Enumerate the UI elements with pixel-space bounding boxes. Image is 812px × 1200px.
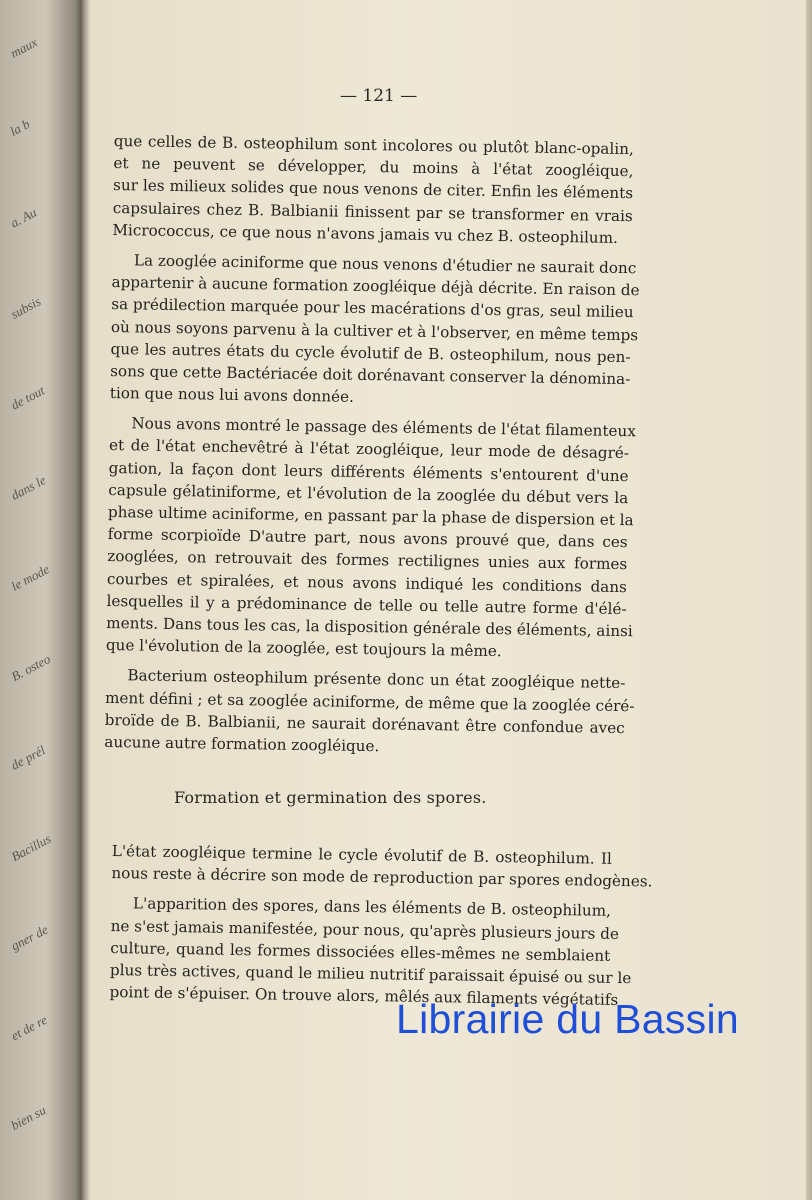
text-line: appartenir à aucune formation zoogléique déjà décrite. En raison de xyxy=(111,273,640,300)
text-line: broïde de B. Balbianii, ne saurait dorénavant être confondue avec xyxy=(104,710,625,737)
text-line: sur les milieux solides que nous venons de citer. Enfin les éléments xyxy=(112,176,634,203)
text-line: aucune autre formation zoogléique. xyxy=(104,732,380,756)
text-line: forme scorpioïde D'autre part, nous avons prouvé que, dans ces xyxy=(107,525,628,552)
text-line: nous reste à décrire son mode de reproduction par spores endogènes. xyxy=(111,864,653,891)
text-line: où nous soyons parvenu à la cultiver et à l'observer, en même temps xyxy=(110,317,639,344)
text-line: courbes et spiralées, et nous avons indiqué les conditions dans xyxy=(106,569,628,596)
text-line: capsulaires chez B. Balbianii finissent par se transformer en vrais xyxy=(112,198,633,225)
text-line: que les autres états du cycle évolutif de B. osteophilum, nous pen- xyxy=(110,339,631,366)
text-line: culture, quand les formes dissociées elles-mêmes ne semblaient xyxy=(110,938,611,965)
text-line: sons que cette Bactériacée doit dorénavant conserver la dénomina- xyxy=(110,361,631,389)
text-line: et de l'état enchevêtré à l'état zoogléique, leur mode de désagré- xyxy=(108,436,630,463)
page-number: — 121 — xyxy=(340,86,418,106)
text-line: La zooglée aciniforme que nous venons d'étudier ne saurait donc xyxy=(133,251,637,278)
text-line: L'état zoogléique termine le cycle évolutif de B. osteophilum. Il xyxy=(111,841,612,868)
text-line: Micrococcus, ce que nous n'avons jamais vu chez B. osteophilum. xyxy=(112,220,619,247)
text-line: ments. Dans tous les cas, la disposition générale des éléments, ainsi xyxy=(106,613,633,641)
text-line: L'apparition des spores, dans les éléments de B. osteophilum, xyxy=(132,894,612,921)
text-line: ment défini ; et sa zooglée aciniforme, de même que la zooglée céré- xyxy=(104,688,635,715)
body-text-top xyxy=(104,130,640,761)
text-line: gation, la façon dont leurs différents éléments s'entourent d'une xyxy=(108,458,629,485)
book-spine-shadow xyxy=(80,0,90,1200)
text-line: phase ultime aciniforme, en passant par la phase de dispersion et la xyxy=(107,502,634,530)
watermark: Librairie du Bassin xyxy=(396,996,739,1042)
text-line: que l'évolution de la zooglée, est toujours la même. xyxy=(105,636,502,661)
text-line: que celles de B. osteophilum sont incolores ou plutôt blanc-opalin, xyxy=(113,131,634,159)
page-edge xyxy=(806,0,812,1200)
text-line: Nous avons montré le passage des éléments de l'état filamenteux xyxy=(131,414,636,441)
text-line: tion que nous lui avons donnée. xyxy=(109,384,355,406)
text-line: point de s'épuiser. On trouve alors, mêlés aux filaments végétatifs xyxy=(109,983,619,1010)
text-line: sa prédilection marquée pour les macérations d'os gras, seul milieu xyxy=(111,295,634,322)
text-line: capsule gélatiniforme, et l'évolution de la zooglée du début vers la xyxy=(108,480,629,507)
facing-page-edge: maux la b a. Au subsis de tout dans le le mode B. osteo de prél Bacillus gner de et de re bien su xyxy=(0,0,82,1200)
text-line: plus très actives, quand le milieu nutritif paraissait épuisé ou sur le xyxy=(109,960,632,988)
section-heading: Formation et germination des spores. xyxy=(174,788,487,807)
body-text-bottom xyxy=(109,840,653,1011)
text-line: lesquelles il y a prédominance de telle ou telle autre forme d'élé- xyxy=(106,591,627,618)
text-line: ne s'est jamais manifestée, pour nous, qu'après plusieurs jours de xyxy=(110,916,620,943)
text-line: et ne peuvent se développer, du moins à l'état zoogléique, xyxy=(113,154,634,181)
text-line: Bacterium osteophilum présente donc un état zoogléique nette- xyxy=(127,666,626,693)
text-line: zooglées, on retrouvait des formes rectilignes unies aux formes xyxy=(107,547,628,574)
